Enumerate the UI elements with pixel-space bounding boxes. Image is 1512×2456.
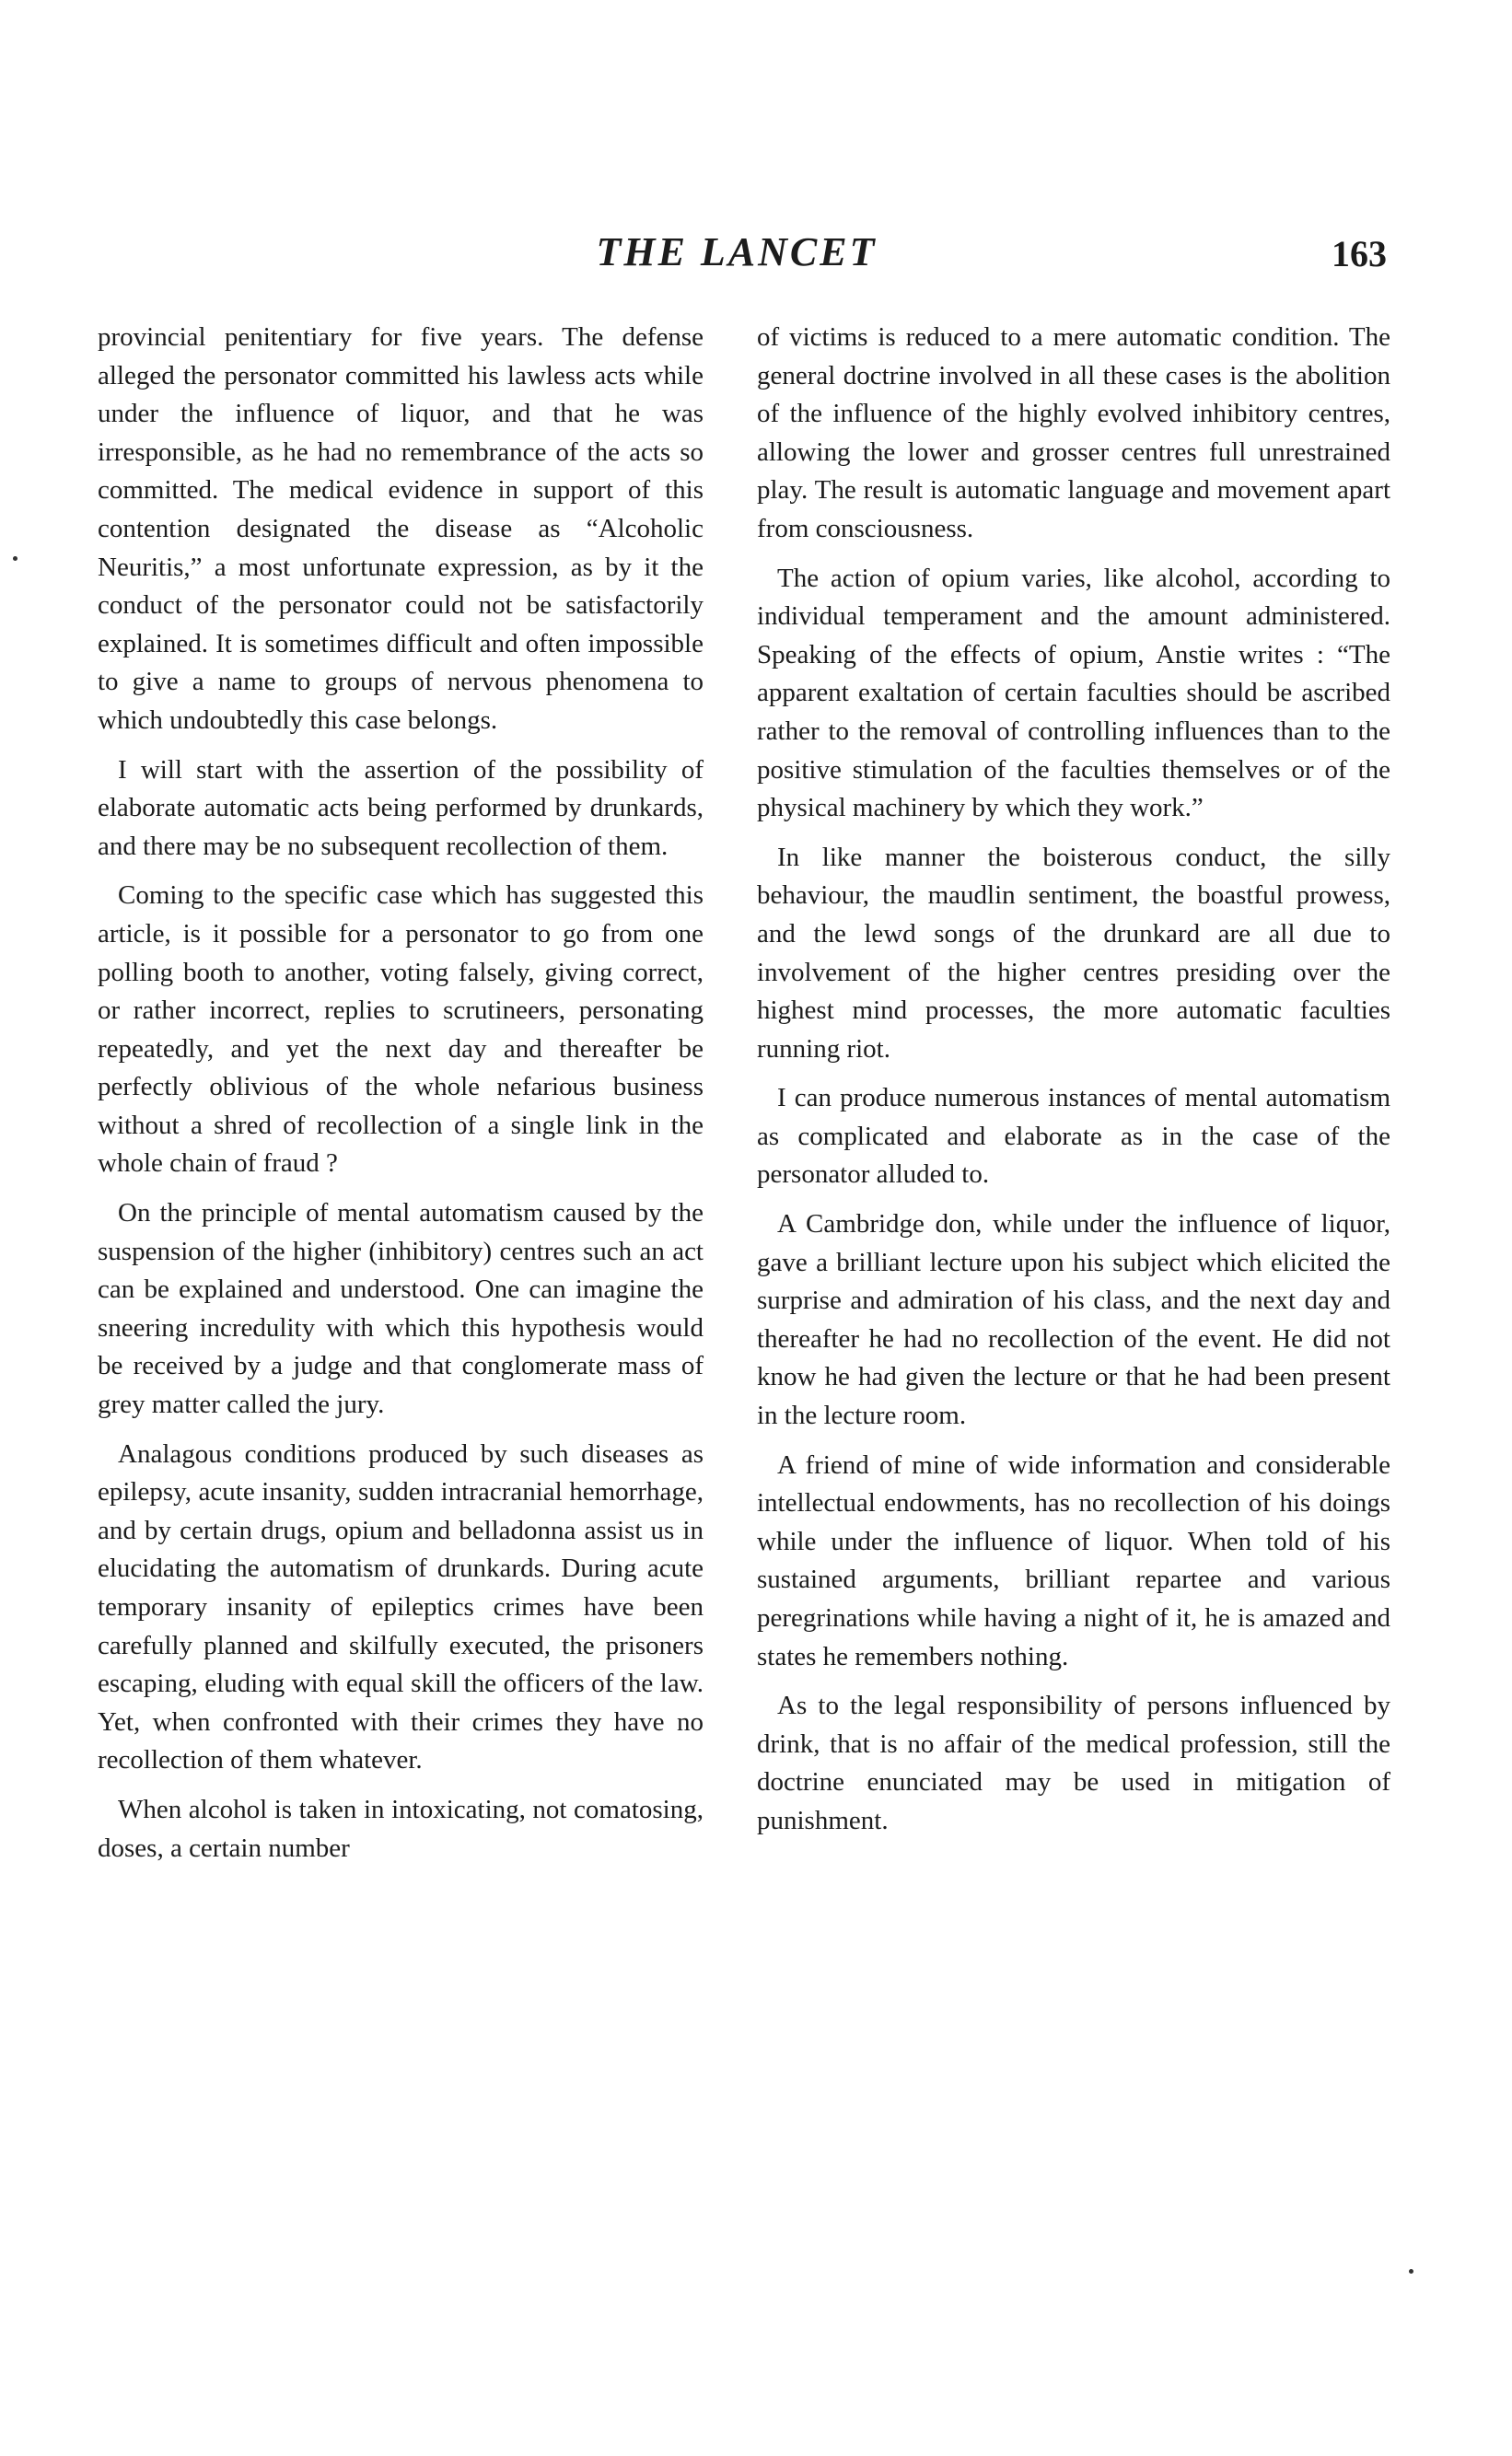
paragraph: I can produce numerous instances of mental automatism as complicated and elaborate as in the case of the personator alluded to. (757, 1083, 1390, 1190)
print-speck (1409, 2269, 1413, 2274)
running-title: THE LANCET (596, 229, 878, 274)
paragraph: of victims is reduced to a mere automatic condition. The general doctrine involved in all these cases is the abolition of the influence of the highly evolved inhibitory centres, allowing the lower and grosser centres full unrestrained play. The result is automatic language and movement apart from consciousness. (757, 322, 1390, 543)
paragraph: The action of opium varies, like alcohol, according to individual temperament and the amount administered. Speaking of the effects of opium, Anstie writes : “The apparent exaltation of certain faculties should be ascribed rather to the removal of controlling influences than to the positive stimulation of the faculties themselves or of the physical machinery by which they work.” (757, 563, 1390, 823)
paragraph: Coming to the specific case which has suggested this article, is it possible for a personator to go from one polling booth to another, voting falsely, giving correct, or rather incorrect, replies to scrutineers, personating repeatedly, and yet the next day and thereafter be perfectly oblivious of the whole nefarious business without a shred of recollection of a single link in the whole chain of fraud ? (98, 880, 704, 1179)
paragraph: A friend of mine of wide information and considerable intellectual endowments, has no recollection of his doings while under the influence of liquor. When told of his sustained arguments, brilliant repartee and various peregrinations while having a night of it, he is amazed and states he remembers nothing. (757, 1449, 1390, 1671)
paragraph: On the principle of mental automatism caused by the suspension of the higher (inhibitory) centres such an act can be explained and understood. One can imagine the sneering incredulity with which this hypothesis would be received by a judge and that conglomerate mass of grey matter called the jury. (98, 1198, 704, 1420)
paragraph: I will start with the assertion of the possibility of elaborate automatic acts being performed by drunkards, and there may be no subsequent recollection of them. (98, 754, 704, 861)
right-column (757, 319, 1390, 1852)
paragraph: Analagous conditions produced by such diseases as epilepsy, acute insanity, sudden intracranial hemorrhage, and by certain drugs, opium and belladonna assist us in elucidating the automatism of drunkards. During acute temporary insanity of epileptics crimes have been carefully planned and skilfully executed, the prisoners escaping, eluding with equal skill the officers of the law. Yet, when confronted with their crimes they have no recollection of them whatever. (98, 1438, 704, 1775)
paragraph: A Cambridge don, while under the influence of liquor, gave a brilliant lecture upon his subject which elicited the surprise and admiration of his class, and the next day and thereafter he had no recollection of the event. He did not know he had given the lecture or that he had been present in the lecture room. (757, 1209, 1390, 1431)
paragraph: When alcohol is taken in intoxicating, not comatosing, doses, a certain number (98, 1794, 704, 1863)
paragraph: provincial penitentiary for five years. The defense alleged the personator committed his lawless acts while under the influence of liquor, and that he was irresponsible, as he had no remembrance of the acts so committed. The medical evidence in support of this contention designated the disease as “Alcoholic Neuritis,” a most unfortunate expression, as by it the conduct of the personator could not be satisfactorily explained. It is sometimes difficult and often impossible to give a name to groups of nervous phenomena to which undoubtedly this case belongs. (98, 322, 704, 735)
print-speck (13, 556, 17, 561)
left-column (98, 319, 704, 1879)
paragraph: In like manner the boisterous conduct, the silly behaviour, the maudlin sentiment, the boastful prowess, and the lewd songs of the drunkard are all due to involvement of the higher centres presiding over the highest mind processes, the more automatic faculties running riot. (757, 842, 1390, 1064)
page-number: 163 (1332, 233, 1387, 274)
paragraph: As to the legal responsibility of persons influenced by drink, that is no affair of the medical profession, still the doctrine enunciated may be used in mitigation of punishment. (757, 1691, 1390, 1835)
